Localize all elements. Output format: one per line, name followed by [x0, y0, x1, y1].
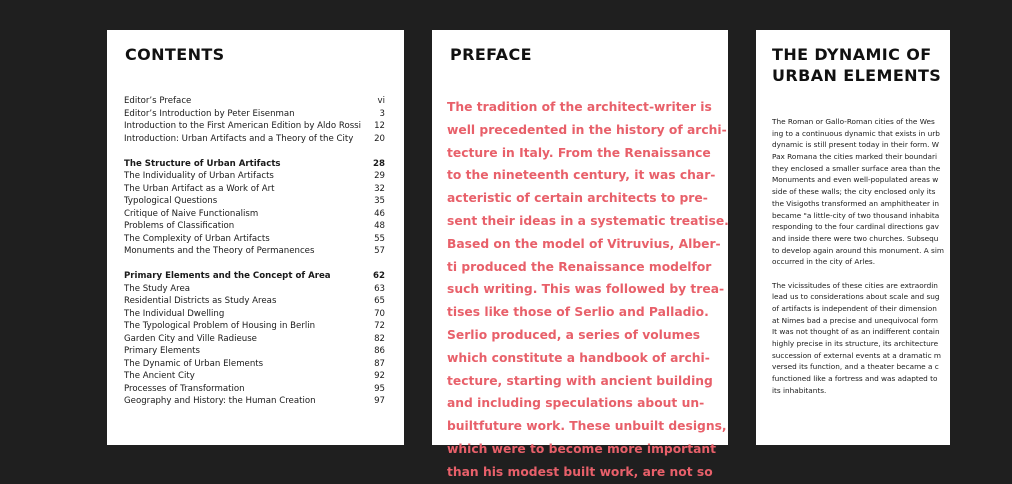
dynamic-line: lead us to considerations about scale and sug [772, 292, 940, 302]
toc-entry-page: 20 [374, 133, 385, 144]
dynamic-line: functioned like a fortress and was adapted to [772, 374, 938, 384]
toc-entry-page: 72 [374, 321, 385, 331]
preface-line: tecture in Italy. From the Renaissance [447, 145, 711, 160]
preface-line: Serlio produced, a series of volumes [447, 327, 701, 342]
toc-section-heading [124, 158, 385, 171]
toc-entry-title: Editor’s Introduction by Peter Eisenman [124, 108, 295, 119]
toc-entry-page: 92 [374, 371, 385, 381]
preface-line: sent their ideas in a systematic treatise. [447, 213, 729, 228]
preface-page [432, 30, 729, 479]
dynamic-title-line2: URBAN ELEMENTS [772, 66, 942, 85]
preface-line: builtfuture work. These unbuilt designs, [447, 419, 727, 434]
dynamic-line: at Nimes bad a precise and unequivocal form [772, 315, 939, 325]
dynamic-line: ing to a continuous dynamic that exists in urb [772, 128, 940, 138]
toc-entry-page: 95 [374, 383, 385, 394]
toc-entry [124, 133, 385, 146]
preface-line: tecture, starting with ancient building [447, 373, 713, 388]
dynamic-line: The Roman or Gallo-Roman cities of the Wes [772, 117, 935, 126]
toc-entry [124, 395, 385, 408]
toc-entry [124, 183, 385, 196]
dynamic-title-line1: THE DYNAMIC OF [772, 45, 932, 64]
dynamic-line: Pax Romana the cities marked their boundari [772, 152, 937, 162]
toc-entry-title: The Dynamic of Urban Elements [124, 358, 264, 369]
toc-entry-page: 63 [374, 283, 385, 294]
toc-entry-page: 28 [373, 158, 385, 169]
toc-entry-title: The Urban Artifact as a Work of Art [124, 183, 275, 194]
preface-line: well precedented in the history of archi- [447, 122, 727, 137]
dynamic-text [772, 116, 1012, 397]
toc-entry-page: 32 [374, 183, 385, 194]
toc-entry-page: 3 [379, 108, 385, 119]
dynamic-line: the Visigoths transformed an amphitheater in [772, 198, 939, 208]
toc-entry-title: Critique of Naive Functionalism [124, 208, 259, 219]
contents-title: CONTENTS [125, 45, 225, 64]
preface-text [447, 96, 729, 484]
toc-entry [124, 370, 385, 383]
dynamic-line: dynamic is still present today in their form. W [772, 140, 940, 150]
toc-entry-page: 86 [374, 346, 385, 356]
toc-entry-title: Geography and History: the Human Creation [124, 396, 316, 406]
toc-entry [124, 95, 385, 108]
toc-entry [124, 195, 385, 208]
toc-entry [124, 320, 385, 333]
toc-spacer [124, 258, 385, 271]
toc-entry-page: 55 [374, 233, 385, 244]
toc-entry-page: 97 [374, 396, 385, 406]
toc-entry [124, 383, 385, 396]
dynamic-line: side of these walls; the city enclosed only its [772, 187, 936, 197]
toc-entry-page: 46 [374, 208, 385, 219]
toc-entry-page: 57 [374, 246, 385, 256]
contents-page [107, 30, 404, 445]
toc-entry-title: The Study Area [124, 283, 191, 294]
dynamic-line: Monuments and even well-populated areas w [772, 175, 939, 185]
toc-entry-page: 87 [374, 358, 385, 369]
preface-line: ti produced the Renaissance modelfor [447, 259, 712, 274]
toc-entry-title: The Structure of Urban Artifacts [124, 158, 281, 169]
toc-entry-title: The Individual Dwelling [124, 308, 225, 319]
dynamic-line: versed its function, and a theater became a c [772, 362, 939, 372]
preface-line: such writing. This was followed by trea- [447, 282, 725, 297]
toc-entry [124, 345, 385, 358]
dynamic-line: The vicissitudes of these cities are extraordin [772, 280, 938, 290]
toc-entry-page: 65 [374, 296, 385, 306]
toc-entry-title: Residential Districts as Study Areas [124, 296, 277, 306]
dynamic-title [772, 44, 941, 86]
toc-entry-title: The Typological Problem of Housing in Berlin [124, 321, 316, 331]
toc-entry-title: The Individuality of Urban Artifacts [124, 171, 274, 181]
toc-entry [124, 208, 385, 221]
toc-entry-title: The Complexity of Urban Artifacts [124, 233, 270, 244]
preface-title: PREFACE [450, 45, 532, 64]
dynamic-line: succession of external events at a dramatic m [772, 350, 942, 360]
toc-entry [124, 220, 385, 233]
toc-entry-page: 82 [374, 333, 385, 344]
dynamic-line: highly precise in its structure, its architecture [772, 339, 939, 349]
toc-entry-title: Editor’s Preface [124, 96, 192, 106]
toc-entry [124, 308, 385, 321]
dynamic-line: and inside there were two churches. Subsequ [772, 233, 939, 243]
toc-entry-title: Primary Elements [124, 346, 200, 356]
toc-entry-page: vi [377, 96, 385, 106]
toc-entry [124, 170, 385, 183]
toc-entry [124, 108, 385, 121]
preface-line: acteristic of certain architects to pre- [447, 191, 708, 206]
toc-entry-page: 35 [374, 196, 385, 206]
dynamic-line: its inhabitants. [772, 385, 827, 395]
toc-section-heading [124, 270, 385, 283]
preface-line: than his modest built work, are not so [447, 464, 713, 479]
toc-entry-title: Monuments and the Theory of Permanences [124, 246, 315, 256]
toc-entry-page: 29 [374, 171, 385, 181]
dynamic-line: occurred in the city of Arles. [772, 257, 876, 267]
preface-line: The tradition of the architect-writer is [447, 100, 712, 114]
toc-entry-page: 62 [373, 271, 385, 281]
toc-entry-title: Primary Elements and the Concept of Area [124, 271, 331, 281]
toc-entry-page: 70 [374, 308, 385, 319]
dynamic-line: they enclosed a smaller surface area than the [772, 163, 941, 173]
dynamic-line: became "a little-city of two thousand inhabita [772, 210, 940, 220]
preface-line: tises like those of Serlio and Palladio. [447, 305, 709, 320]
paragraph-spacer [772, 268, 1012, 280]
toc-entry-title: The Ancient City [124, 371, 195, 381]
toc-entry-title: Garden City and Ville Radieuse [124, 333, 257, 344]
toc-entry-title: Introduction to the First American Edition by Aldo Rossi [124, 121, 362, 131]
toc-list [124, 95, 385, 408]
preface-line: Based on the model of Vitruvius, Alber- [447, 236, 721, 251]
toc-entry-page: 12 [374, 121, 385, 131]
toc-spacer [124, 145, 385, 158]
toc-entry-title: Typological Questions [124, 196, 218, 206]
toc-entry-page: 48 [374, 221, 385, 231]
toc-entry-title: Introduction: Urban Artifacts and a Theory of the City [124, 133, 354, 144]
preface-line: which were to become more important [447, 441, 717, 456]
toc-entry-title: Problems of Classification [124, 221, 235, 231]
toc-entry [124, 233, 385, 246]
preface-line: which constitute a handbook of archi- [447, 350, 710, 365]
toc-entry [124, 120, 385, 133]
dynamic-page [756, 30, 950, 445]
toc-entry [124, 358, 385, 371]
dynamic-line: to develop again around this monument. A sim [772, 245, 944, 255]
toc-entry [124, 295, 385, 308]
preface-line: to the nineteenth century, it was char- [447, 168, 716, 183]
toc-entry [124, 283, 385, 296]
toc-entry-title: Processes of Transformation [124, 383, 245, 394]
dynamic-line: responding to the four cardinal directions gav [772, 222, 939, 232]
toc-entry [124, 333, 385, 346]
dynamic-line: It was not thought of as an indifferent contain [772, 327, 940, 337]
toc-entry [124, 245, 385, 258]
preface-line: and including speculations about un- [447, 396, 705, 411]
dynamic-line: of artifacts is independent of their dimension [772, 304, 937, 313]
